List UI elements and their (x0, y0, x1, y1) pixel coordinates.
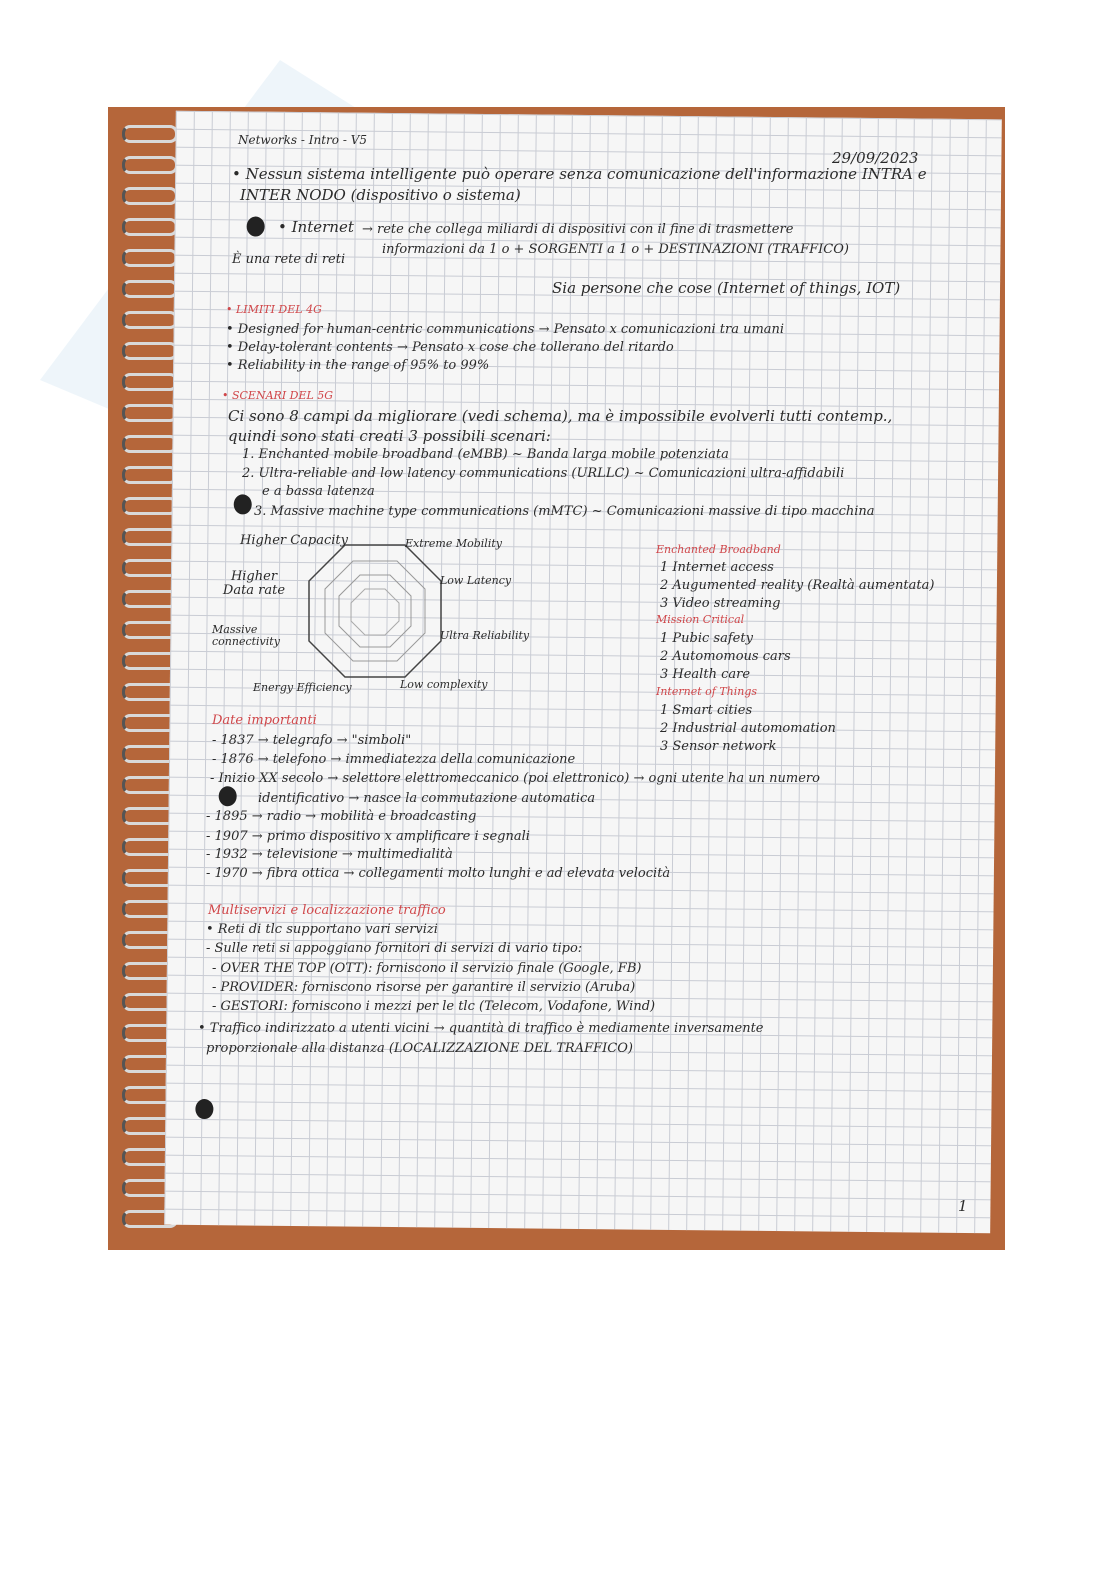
usecase-group-title: Mission Critical (656, 613, 745, 626)
spiral-ring (122, 249, 174, 263)
usecase-item: 2 Augumented reality (Realtà aumentata) (660, 578, 935, 593)
spiral-ring (122, 776, 174, 790)
punch-hole (234, 494, 252, 514)
date-item: - 1932 → televisione → multimedialità (206, 847, 453, 862)
spiral-ring (122, 652, 174, 666)
usecase-item: 3 Video streaming (660, 596, 781, 611)
usecase-item: 2 Automomous cars (660, 649, 791, 664)
spiral-ring (122, 404, 174, 418)
spiral-ring (122, 125, 174, 139)
usecase-group-title: Internet of Things (656, 685, 758, 698)
spiral-ring (122, 342, 174, 356)
label-higher-data-rate: Higher Data rate (222, 569, 286, 599)
spiral-ring (122, 373, 174, 387)
multiservizi-item: - OVER THE TOP (OTT): forniscono il servizio finale (Google, FB) (212, 961, 642, 976)
spiral-ring (122, 280, 174, 294)
iot-note: Sia persone che cose (Internet of things, IOT) (552, 279, 901, 297)
internet-def-2: informazioni da 1 o + SORGENTI a 1 o + DESTINAZIONI (TRAFFICO) (382, 242, 849, 257)
multiservizi-item: • Traffico indirizzato a utenti vicini → quantità di traffico è mediamente inversamente (198, 1021, 764, 1036)
date-item: - 1970 → fibra ottica → collegamenti molto lunghi e ad elevata velocità (206, 866, 671, 881)
spiral-ring (122, 869, 174, 883)
spiral-ring (122, 714, 174, 728)
internet-def-1: → rete che collega miliardi di dispositivi con il fine di trasmettere (362, 222, 794, 237)
multiservizi-item: - PROVIDER: forniscono risorse per garantire il servizio (Aruba) (212, 980, 636, 995)
spiral-ring (122, 497, 174, 511)
label-higher-capacity: Higher Capacity (240, 533, 349, 548)
date-item: - 1907 → primo dispositivo x amplificare i segnali (206, 829, 530, 844)
5g-octagon-diagram (305, 543, 445, 683)
scenario-2: 2. Ultra-reliable and low latency communications (URLLC) ~ Comunicazioni ultra-affidabili (242, 466, 845, 481)
usecase-item: 1 Pubic safety (660, 631, 753, 646)
rete-di-reti: È una rete di reti (232, 252, 346, 267)
scenario-3: 3. Massive machine type communications (mMTC) ~ Comunicazioni massive di tipo macchina (254, 504, 875, 519)
intro-line-2: INTER NODO (dispositivo o sistema) (240, 186, 521, 204)
spiral-ring (122, 683, 174, 697)
spiral-ring (122, 466, 174, 480)
label-low-complexity: Low complexity (400, 678, 488, 691)
page-number: 1 (958, 1197, 968, 1215)
spiral-ring (122, 621, 174, 635)
spiral-ring (122, 435, 174, 449)
spiral-ring (122, 559, 174, 573)
limiti-item-3: • Reliability in the range of 95% to 99% (226, 358, 490, 373)
date-item: identificativo → nasce la commutazione automatica (258, 791, 596, 806)
date-item: - 1876 → telefono → immediatezza della comunicazione (212, 752, 576, 767)
punch-hole (247, 216, 265, 236)
label-massive-connectivity: Massive connectivity (212, 623, 280, 649)
multiservizi-item: proporzionale alla distanza (LOCALIZZAZIONE DEL TRAFFICO) (206, 1041, 633, 1056)
spiral-ring (122, 590, 174, 604)
multiservizi-item: - GESTORI: forniscono i mezzi per le tlc (Telecom, Vodafone, Wind) (212, 999, 656, 1014)
label-low-latency: Low Latency (440, 574, 512, 587)
scenari-title: • SCENARI DEL 5G (222, 389, 334, 402)
usecase-item: 1 Internet access (660, 560, 774, 575)
multiservizi-item: - Sulle reti si appoggiano fornitori di servizi di vario tipo: (206, 941, 583, 956)
spiral-ring (122, 311, 174, 325)
date-title: Date importanti (212, 713, 317, 728)
date-item: - 1837 → telegrafo → "simboli" (212, 733, 412, 748)
page-date: 29/09/2023 (832, 149, 919, 167)
punch-hole (219, 786, 237, 806)
multiservizi-title: Multiservizi e localizzazione traffico (208, 903, 446, 918)
spiral-ring (122, 156, 174, 170)
date-item: - Inizio XX secolo → selettore elettromeccanico (poi elettronico) → ogni utente ha un numero (210, 771, 820, 786)
spiral-ring (122, 900, 174, 914)
usecase-item: 3 Sensor network (660, 739, 777, 754)
limiti-item-2: • Delay-tolerant contents → Pensato x cose che tollerano del ritardo (226, 340, 674, 355)
spiral-ring (122, 838, 174, 852)
scenari-line-2: quindi sono stati creati 3 possibili scenari: (228, 427, 551, 445)
scenario-1: 1. Enchanted mobile broadband (eMBB) ~ Banda larga mobile potenziata (242, 447, 729, 462)
usecase-item: 2 Industrial automomation (660, 721, 836, 736)
spiral-ring (122, 745, 174, 759)
label-ultra-reliability: Ultra Reliability (440, 629, 530, 642)
scenario-2-cont: e a bassa latenza (262, 484, 375, 499)
scenari-line-1: Ci sono 8 campi da migliorare (vedi schema), ma è impossibile evolverli tutti contemp., (228, 407, 893, 425)
usecase-item: 3 Health care (660, 667, 751, 682)
page-title: Networks - Intro - V5 (238, 133, 368, 147)
spiral-ring (122, 807, 174, 821)
usecase-group-title: Enchanted Broadband (656, 543, 781, 556)
label-energy-efficiency: Energy Efficiency (253, 681, 352, 694)
date-item: - 1895 → radio → mobilità e broadcasting (206, 809, 477, 824)
limiti-title: • LIMITI DEL 4G (226, 303, 322, 316)
label-extreme-mobility: Extreme Mobility (405, 537, 502, 550)
multiservizi-item: • Reti di tlc supportano vari servizi (206, 922, 438, 937)
usecase-item: 1 Smart cities (660, 703, 753, 718)
spiral-ring (122, 187, 174, 201)
intro-line-1: • Nessun sistema intelligente può operare senza comunicazione dell'informazione INTRA e (232, 165, 927, 183)
internet-label: • Internet (278, 218, 354, 236)
limiti-item-1: • Designed for human-centric communications → Pensato x comunicazioni tra umani (226, 322, 785, 337)
spiral-ring (122, 218, 174, 232)
punch-hole (195, 1099, 213, 1119)
spiral-ring (122, 528, 174, 542)
